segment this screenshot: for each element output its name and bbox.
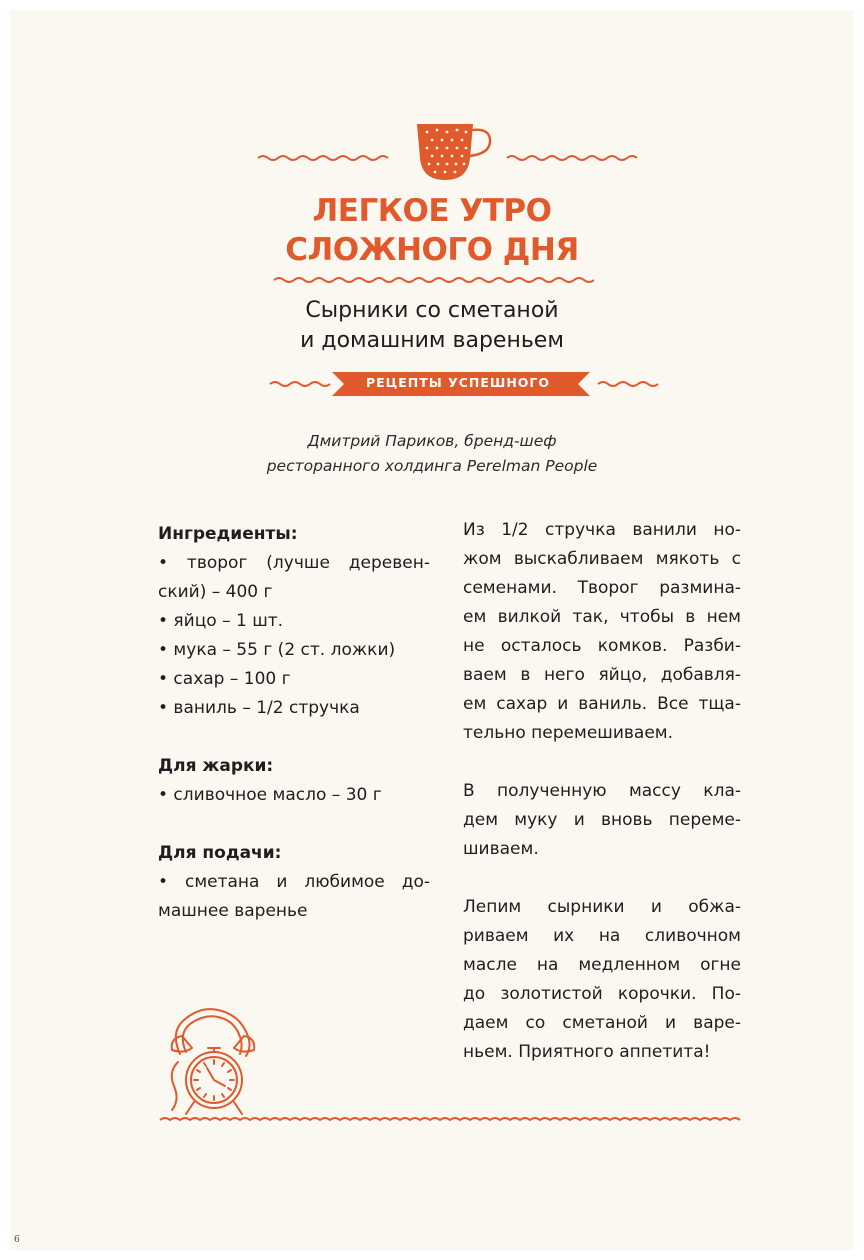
- step-line: ем вилкой так, чтобы в нем: [463, 607, 741, 627]
- step-line: риваем их на сливочном: [463, 926, 741, 946]
- serving-heading: Для подачи:: [158, 843, 282, 863]
- step-line: ньем. Приятного аппетита!: [463, 1042, 711, 1062]
- step-line: семенами. Творог размина-: [463, 578, 741, 598]
- step-line: не осталось комков. Разби-: [463, 636, 741, 656]
- step-paragraph-2: [463, 777, 741, 864]
- author-line-1: Дмитрий Париков, бренд-шеф: [307, 432, 557, 450]
- ingredient-line: ский) – 400 г: [158, 582, 273, 602]
- page-number: 6: [14, 1235, 20, 1245]
- step-line: Лепим сырники и обжа-: [463, 897, 741, 917]
- page-title-line-1: ЛЕГКОЕ УТРО: [312, 193, 552, 229]
- step-line: даем со сметаной и варе-: [463, 1013, 741, 1033]
- step-paragraph-3: [463, 893, 741, 1067]
- ingredient-line: • ваниль – 1/2 стручка: [158, 698, 360, 718]
- ingredient-line: • яйцо – 1 шт.: [158, 611, 284, 631]
- step-paragraph-1: [463, 516, 741, 748]
- step-line: В полученную массу кла-: [463, 781, 741, 801]
- banner-label: РЕЦЕПТЫ УСПЕШНОГО: [365, 375, 551, 390]
- recipe-subtitle-line-1: Сырники со сметаной: [305, 298, 559, 323]
- ingredient-line: • творог (лучше деревен-: [158, 553, 430, 573]
- teacup-icon: [255, 118, 647, 188]
- ingredient-line: • мука – 55 г (2 ст. ложки): [158, 640, 396, 660]
- ingredients-column: [158, 520, 430, 926]
- steps-column: [463, 516, 741, 1067]
- serving-line: машнее варенье: [158, 901, 308, 921]
- page-title-line-2: СЛОЖНОГО ДНЯ: [285, 232, 579, 268]
- frying-line: • сливочное масло – 30 г: [158, 785, 382, 805]
- step-line: до золотистой корочки. По-: [463, 984, 741, 1004]
- frying-heading: Для жарки:: [158, 756, 274, 776]
- step-line: жом выскабливаем мякоть с: [463, 549, 741, 569]
- alarm-clock-icon: [162, 1002, 266, 1120]
- wavy-divider-bottom: [158, 1114, 744, 1126]
- step-line: масле на медленном огне: [463, 955, 741, 975]
- step-line: шиваем.: [463, 839, 539, 859]
- step-line: ваем в него яйцо, добавля-: [463, 665, 741, 685]
- author-line-2: ресторанного холдинга Perelman People: [266, 457, 598, 475]
- wavy-divider-title: [272, 274, 594, 286]
- ingredients-heading: Ингредиенты:: [158, 524, 298, 544]
- step-line: Из 1/2 стручка ванили но-: [463, 520, 741, 540]
- step-line: ем сахар и ваниль. Все тща-: [463, 694, 741, 714]
- step-line: дем муку и вновь переме-: [463, 810, 741, 830]
- ingredient-line: • сахар – 100 г: [158, 669, 291, 689]
- recipe-subtitle-line-2: и домашним вареньем: [300, 328, 564, 353]
- serving-line: • сметана и любимое до-: [158, 872, 430, 892]
- step-line: тельно перемешиваем.: [463, 723, 674, 743]
